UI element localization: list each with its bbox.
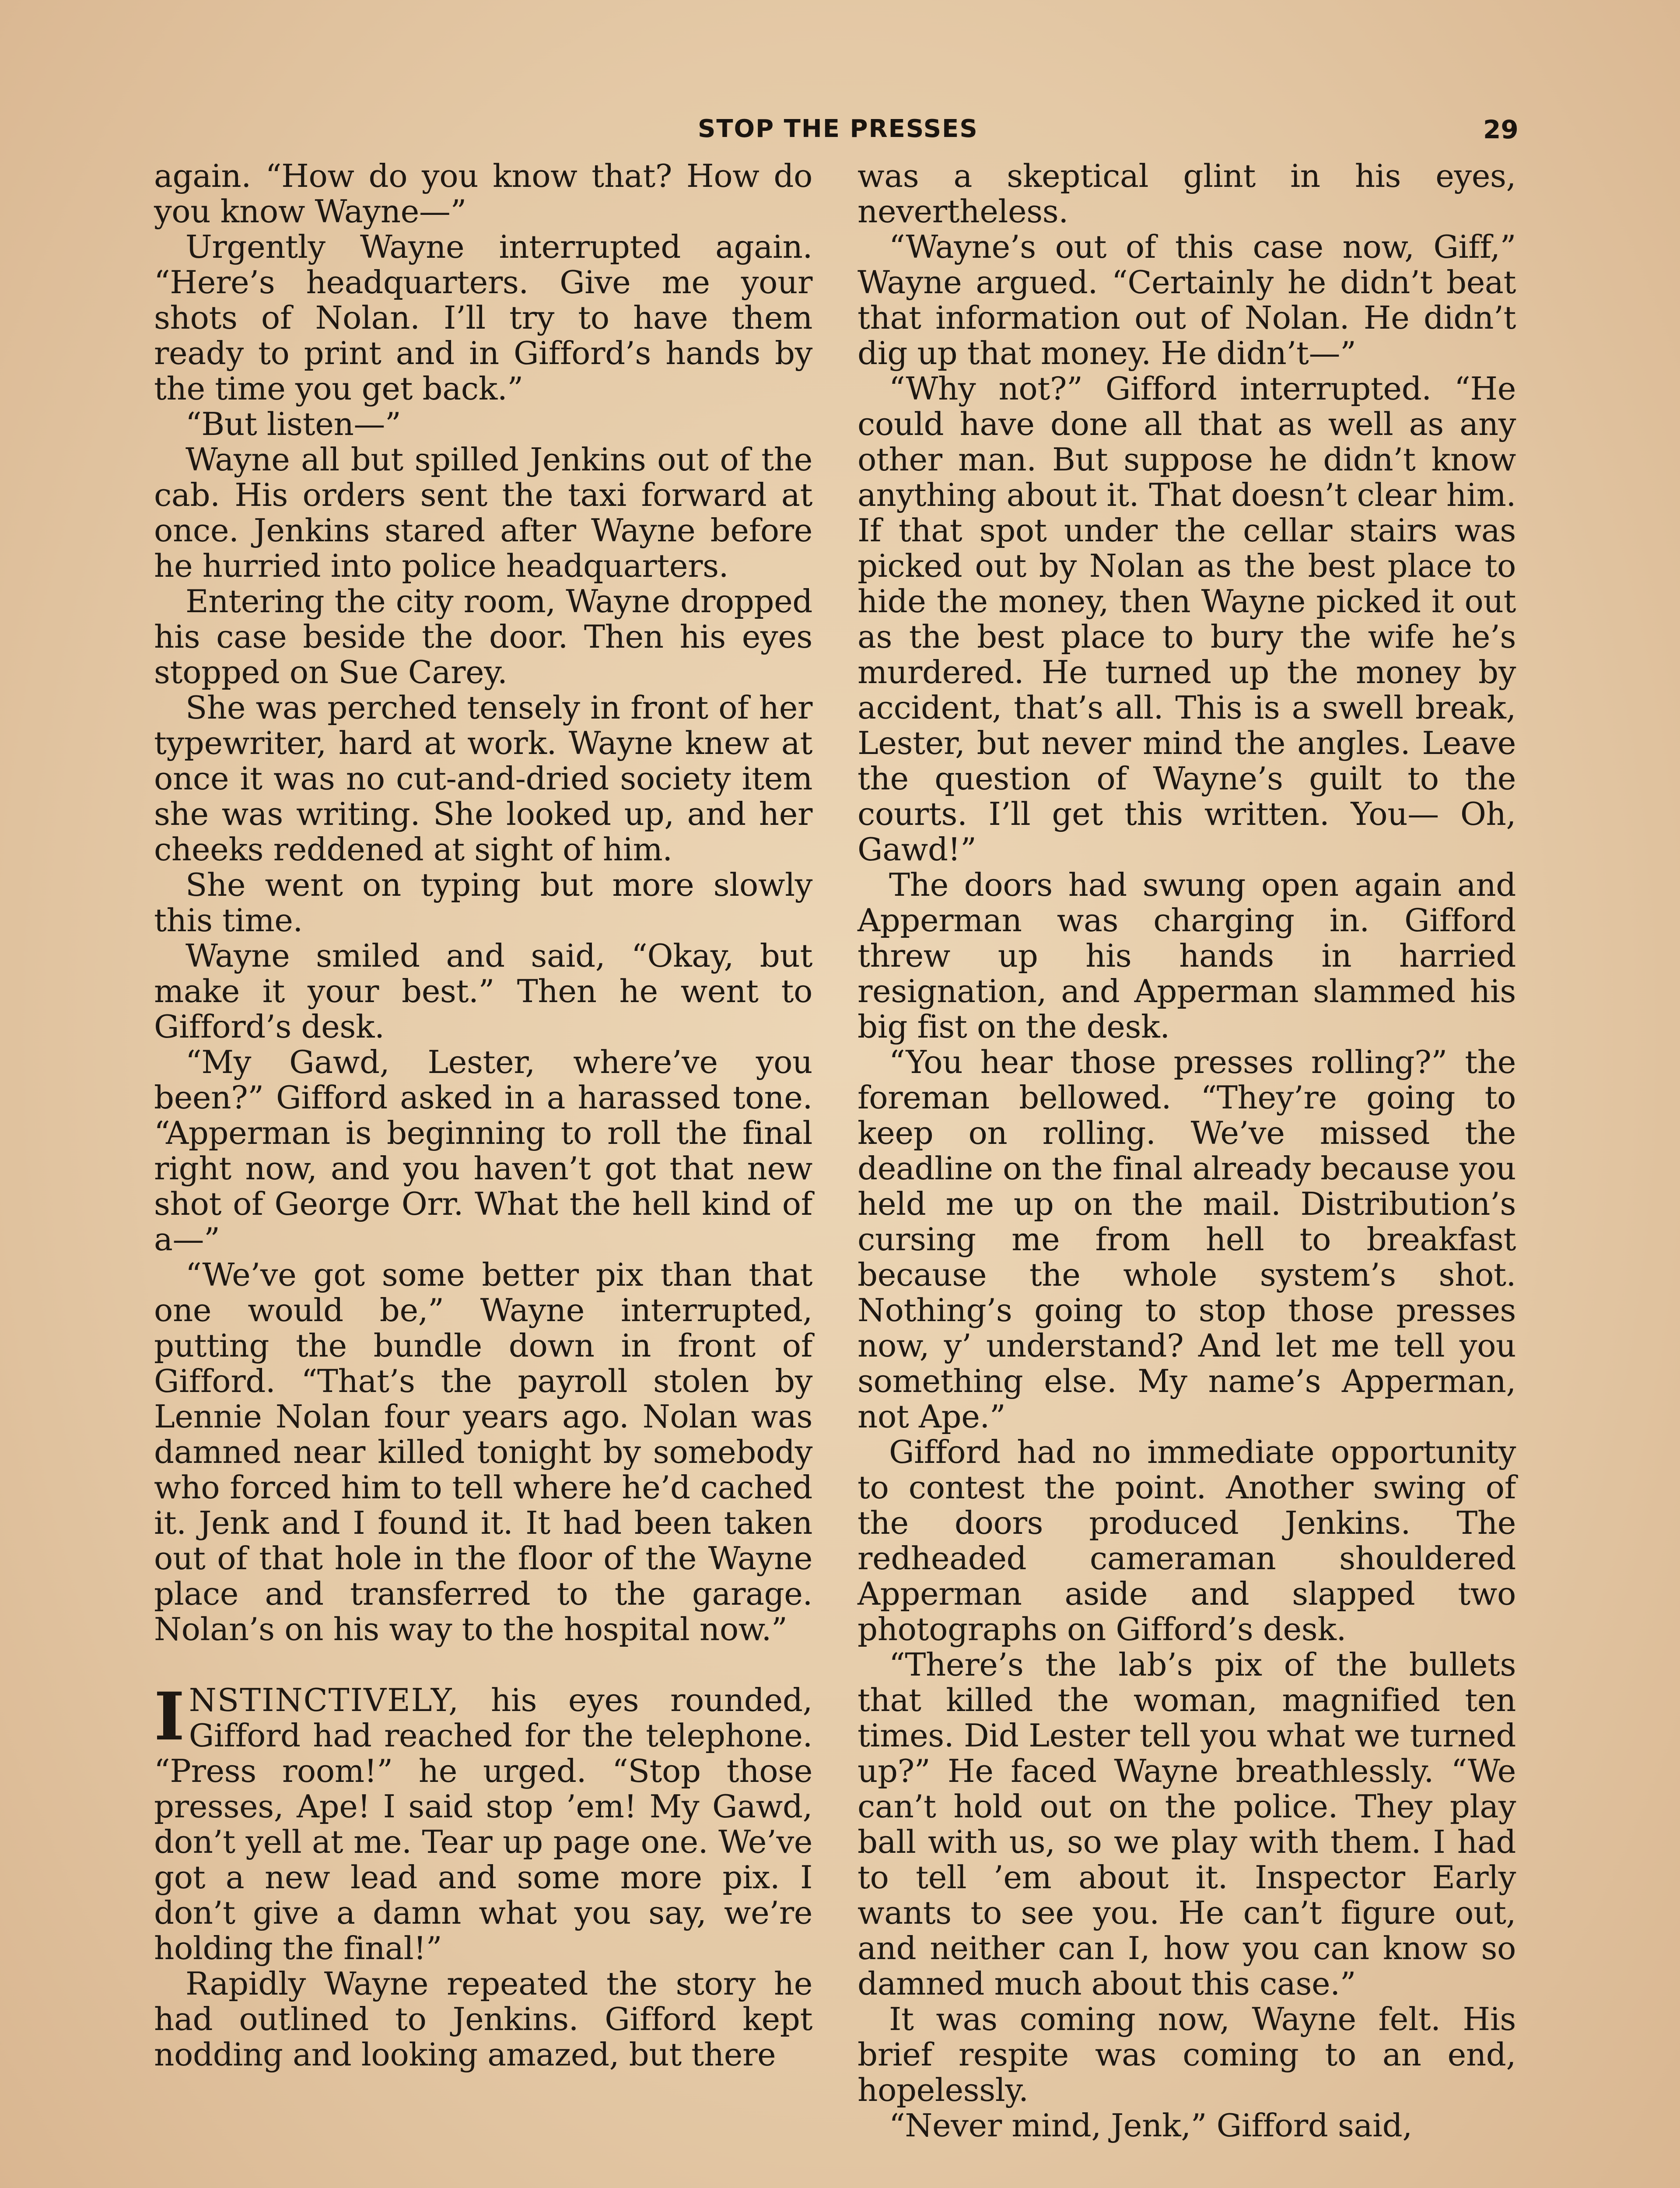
paragraph: Urgently Wayne interrupted again. “Here’s headquarters. Give me your shots of Nolan. I’ll try to have them ready to print and in Gifford’s hands by the time you get back.” (154, 228, 812, 407)
lead-caps: NSTINCTIVELY, (189, 1682, 460, 1718)
paragraph: Wayne all but spilled Jenkins out of the cab. His orders sent the taxi forward at once. Jenkins stared after Wayne before he hurried into police headquarters. (154, 441, 812, 584)
paragraph: Gifford had no immediate opportunity to contest the point. Another swing of the doors produced Jenkins. The redheaded cameraman shouldered Apperman aside and slapped two photographs on Gifford’s desk. (858, 1434, 1516, 1648)
paragraph: Wayne smiled and said, “Okay, but make it your best.” Then he went to Gifford’s desk. (154, 937, 812, 1045)
page-number: 29 (1483, 115, 1519, 144)
running-head: STOP THE PRESSES (698, 115, 978, 143)
paragraph: She was perched tensely in front of her typewriter, hard at work. Wayne knew at once it was no cut-and-dried society item she was writing. She looked up, and her cheeks reddened at sight of him. (154, 689, 812, 868)
paragraph: “You hear those presses rolling?” the foreman bellowed. “They’re going to keep on rolling. We’ve missed the deadline on the final already because you held me up on the mail. Distribution’s cursing me from hell to breakfast because the whole system’s shot. Nothing’s going to stop those presses now, y’ understand? And let me tell you something else. My name’s Apperman, not Ape.” (858, 1044, 1516, 1435)
paragraph: “Why not?” Gifford interrupted. “He could have done all that as well as any other man. But suppose he didn’t know anything about it. That doesn’t clear him. If that spot under the cellar stairs was picked out by Nolan as the best place to hide the money, then Wayne picked it out as the best place to bury the wife he’s murdered. He turned up the money by accident, that’s all. This is a swell break, Lester, but never mind the angles. Leave the question of Wayne’s guilt to the courts. I’ll get this written. You— Oh, Gawd!” (858, 370, 1516, 868)
paragraph: Entering the city room, Wayne dropped his case beside the door. Then his eyes stopped on Sue Carey. (154, 583, 812, 691)
left-column (154, 158, 812, 2072)
paragraph: “Wayne’s out of this case now, Giff,” Wayne argued. “Certainly he didn’t beat that information out of Nolan. He didn’t dig up that money. He didn’t—” (858, 228, 1516, 372)
paragraph: “There’s the lab’s pix of the bullets that killed the woman, magnified ten times. Did Lester tell you what we turned up?” He faced Wayne breathlessly. “We can’t hold out on the police. They play ball with us, so we play with them. I had to tell ’em about it. Inspector Early wants to see you. He can’t figure out, and neither can I, how you can know so damned much about this case.” (858, 1646, 1516, 2002)
paragraph: The doors had swung open again and Apperman was charging in. Gifford threw up his hands in harried resignation, and Apperman slammed his big fist on the desk. (858, 866, 1516, 1045)
section-break (154, 1647, 812, 1683)
paragraph (154, 1678, 812, 1967)
paragraph-text: his eyes rounded, Gifford had reached for the telephone. “Press room!” he urged. “Stop those presses, Ape! I said stop ’em! My Gawd, don’t yell at me. Tear up page one. We’ve got a new lead and some more pix. I don’t give a damn what you say, we’re holding the final!” (154, 1682, 812, 1967)
paragraph: again. “How do you know that? How do you know Wayne—” (154, 158, 812, 230)
paragraph: “Never mind, Jenk,” Gifford said, (889, 2107, 1412, 2144)
drop-cap: I (154, 1678, 185, 1755)
paragraph: was a skeptical glint in his eyes, nevertheless. (858, 158, 1516, 230)
paragraph: “We’ve got some better pix than that one would be,” Wayne interrupted, putting the bundle down in front of Gifford. “That’s the payroll stolen by Lennie Nolan four years ago. Nolan was damned near killed tonight by somebody who forced him to tell where he’d cached it. Jenk and I found it. It had been taken out of that hole in the floor of the Wayne place and transferred to the garage. Nolan’s on his way to the hospital now.” (154, 1256, 812, 1648)
paragraph: It was coming now, Wayne felt. His brief respite was coming to an end, hopelessly. (858, 2001, 1516, 2108)
right-column (858, 158, 1516, 2143)
paragraph: “But listen—” (186, 406, 401, 442)
paragraph: Rapidly Wayne repeated the story he had outlined to Jenkins. Gifford kept nodding and looking amazed, but there (154, 1965, 812, 2073)
paragraph: She went on typing but more slowly this time. (154, 866, 812, 939)
paragraph: “My Gawd, Lester, where’ve you been?” Gifford asked in a harassed tone. “Apperman is beginning to roll the final right now, and you haven’t got that new shot of George Orr. What the hell kind of a—” (154, 1044, 812, 1258)
